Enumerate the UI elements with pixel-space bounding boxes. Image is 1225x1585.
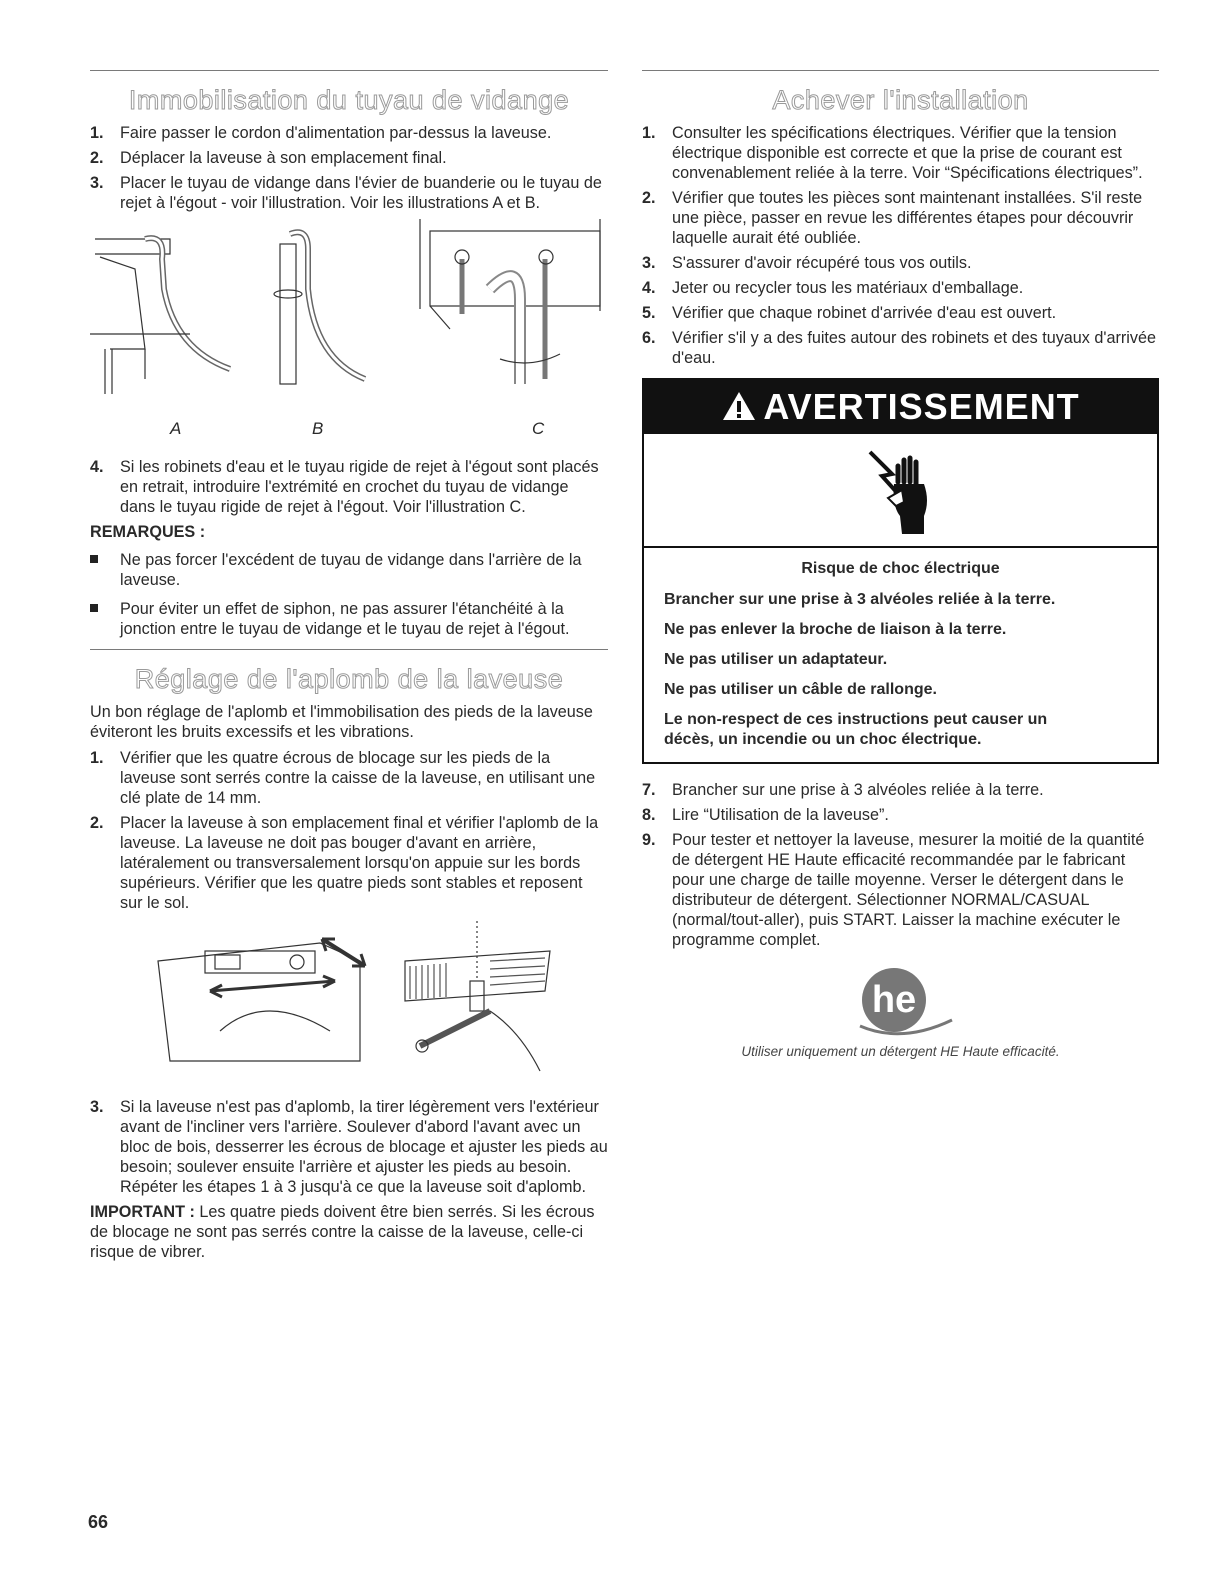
drain-hose-steps (90, 123, 608, 213)
section-divider (642, 70, 1159, 71)
drain-hose-illustration-image (90, 219, 608, 419)
list-item: 1. Consulter les spécifications électriques. Vérifier que la tension électrique disponible est correcte et que la prise de courant est convenablement reliée à la terre. Voir “Spécifications électriques”. (642, 124, 1143, 182)
list-item: 4. Si les robinets d'eau et le tuyau rigide de rejet à l'égout sont placés en retrait, introduire l'extrémité en crochet du tuyau de vidange dans le tuyau rigide de rejet à l'égout. Voir l'illustration C. (90, 458, 599, 516)
warning-line: Ne pas utiliser un câble de rallonge. (664, 681, 937, 698)
final-steps (642, 780, 1159, 950)
left-column (90, 70, 608, 1262)
leveling-step-3 (90, 1097, 608, 1197)
warning-box (642, 378, 1159, 764)
list-item: Pour éviter un effet de siphon, ne pas assurer l'étanchéité à la jonction entre le tuyau de vidange et le tuyau de rejet à l'égout. (90, 599, 608, 639)
list-item: 5. Vérifier que chaque robinet d'arrivée d'eau est ouvert. (642, 304, 1057, 322)
section-title-leveling: Réglage de l'aplomb de la laveuse (134, 664, 564, 694)
warning-risk: Risque de choc électrique (801, 560, 1000, 577)
drain-hose-step-4 (90, 457, 608, 517)
bullet-icon (90, 604, 98, 612)
leveling-illustration-image (90, 921, 608, 1091)
warning-line: Le non-respect de ces instructions peut causer un décès, un incendie ou un choc électrique. (664, 711, 1048, 748)
page-number: 66 (88, 1512, 109, 1532)
list-item: 4. Jeter ou recycler tous les matériaux d'emballage. (642, 279, 1024, 297)
complete-install-steps (642, 123, 1159, 368)
list-item: 6. Vérifier s'il y a des fuites autour des robinets et des tuyaux d'arrivée d'eau. (642, 329, 1156, 367)
right-column (642, 70, 1159, 1059)
illustration-label-a: A (170, 419, 182, 438)
list-item: 3. Si la laveuse n'est pas d'aplomb, la tirer légèrement vers l'extérieur avant de l'incliner vers l'arrière. Soulever d'abord l'avant avec un bloc de bois, desserrer les écrous de blocage et ajuster les pieds au besoin; soulever ensuite l'arrière et ajuster les pieds au besoin. Répéter les étapes 1 à 3 jusqu'à ce que la laveuse soit d'aplomb. (90, 1098, 608, 1196)
illustration-label-b: B (312, 419, 324, 438)
list-item: 3. S'assurer d'avoir récupéré tous vos outils. (642, 254, 972, 272)
he-logo-area (642, 964, 1159, 1044)
warning-header (644, 380, 1157, 434)
section-title-drain-hose: Immobilisation du tuyau de vidange (128, 85, 570, 115)
he-logo-text: he (871, 979, 917, 1021)
electric-shock-hand-icon (866, 446, 936, 536)
list-item: 3. Placer le tuyau de vidange dans l'évier de buanderie ou le tuyau de rejet à l'égout - voir l'illustration. Voir les illustrations A et B. (90, 174, 602, 212)
he-caption: Utiliser uniquement un détergent HE Haute efficacité. (741, 1044, 1060, 1059)
warning-line: Brancher sur une prise à 3 alvéoles reliée à la terre. (664, 591, 1056, 608)
leveling-illustrations (90, 921, 608, 1091)
drain-hose-illustrations (90, 219, 608, 451)
list-item: 2. Vérifier que toutes les pièces sont maintenant installées. S'il reste une pièce, passer en revue les différentes étapes pour découvrir laquelle aurait été oubliée. (642, 189, 1143, 247)
section-divider (90, 70, 608, 71)
list-item: 1. Faire passer le cordon d'alimentation par-dessus la laveuse. (90, 124, 552, 142)
warning-body (644, 548, 1157, 762)
warning-heading: AVERTISSEMENT (763, 386, 1080, 427)
warning-line: Ne pas enlever la broche de liaison à la terre. (664, 621, 1007, 638)
warning-triangle-icon (721, 390, 757, 422)
list-item: 8. Lire “Utilisation de la laveuse”. (642, 806, 889, 824)
list-item: Ne pas forcer l'excédent de tuyau de vidange dans l'arrière de la laveuse. (90, 550, 608, 590)
warning-icon-area (644, 434, 1157, 548)
list-item: 9. Pour tester et nettoyer la laveuse, mesurer la moitié de la quantité de détergent HE Haute efficacité recommandée par le fabricant pour une charge de taille moyenne. Verser le détergent dans le distributeur de détergent. Sélectionner NORMAL/CASUAL (normal/tout-aller), puis START. Laisser la machine exécuter le programme complet. (642, 831, 1145, 949)
leveling-steps (90, 748, 608, 913)
he-logo-icon (842, 964, 962, 1044)
list-item: 1. Vérifier que les quatre écrous de blocage sur les pieds de la laveuse sont serrés contre la caisse de la laveuse, en utilisant une clé plate de 14 mm. (90, 749, 596, 807)
section-divider (90, 649, 608, 650)
list-item: 2. Placer la laveuse à son emplacement final et vérifier l'aplomb de la laveuse. La laveuse ne doit pas bouger d'avant en arrière, latéralement ou transversalement lorsqu'on appuie sur les bords supérieurs. Vérifier que les quatre pieds sont stables et reposent sur le sol. (90, 814, 599, 912)
notes-list (90, 550, 608, 639)
illustration-label-c: C (532, 419, 545, 438)
bullet-icon (90, 555, 98, 563)
warning-line: Ne pas utiliser un adaptateur. (664, 651, 888, 668)
list-item: 7. Brancher sur une prise à 3 alvéoles reliée à la terre. (642, 781, 1044, 799)
notes-label: REMARQUES : (90, 523, 206, 541)
leveling-intro: Un bon réglage de l'aplomb et l'immobilisation des pieds de la laveuse éviteront les bruits excessifs et les vibrations. (90, 703, 593, 741)
section-title-complete-install: Achever l'installation (772, 85, 1029, 115)
list-item: 2. Déplacer la laveuse à son emplacement final. (90, 149, 447, 167)
important-note: IMPORTANT : Les quatre pieds doivent être bien serrés. Si les écrous de blocage ne sont pas serrés contre la caisse de la laveuse, celle-ci risque de vibrer. (90, 1203, 595, 1261)
